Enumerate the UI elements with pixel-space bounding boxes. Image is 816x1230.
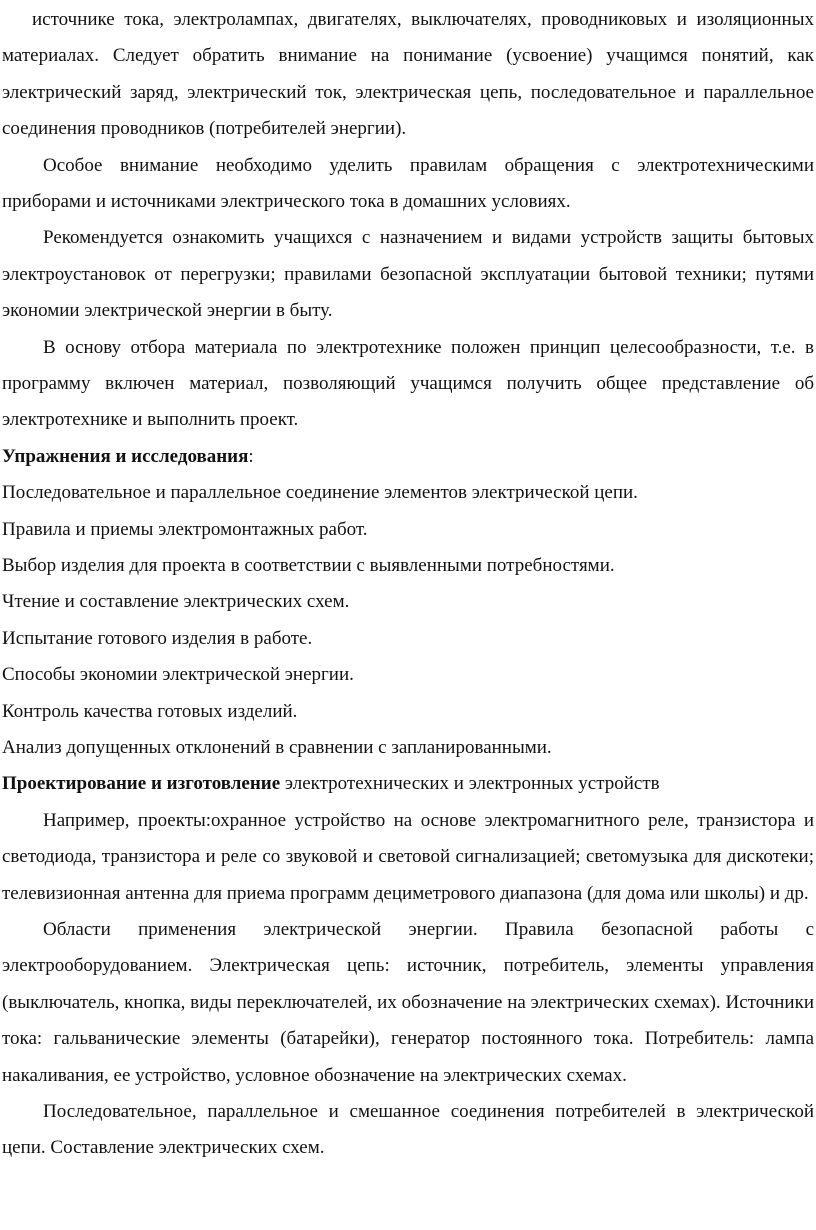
- exercises-heading: [2, 439, 814, 475]
- document-page: [2, 2, 814, 1167]
- paragraph-safety: Особое внимание необходимо уделить правилам обращения с электротехническими приборами и источниками электрического тока в домашних условиях.: [2, 154, 814, 213]
- exercise-item: Анализ допущенных отклонений в сравнении с запланированными.: [2, 737, 552, 758]
- exercise-item: Чтение и составление электрических схем.: [2, 591, 350, 613]
- exercise-item: Способы экономии электрической энергии.: [2, 664, 354, 686]
- paragraph-projects: Например, проекты:охранное устройство на основе электромагнитного реле, транзистора и светодиода, транзистора и реле со звуковой и световой сигнализацией; светомузыка для дискотеки; телевизионная антенна для приема программ дециметрового диапазона (для дома или школы) и др.: [2, 809, 814, 904]
- exercise-item: Контроль качества готовых изделий.: [2, 700, 298, 722]
- exercises-heading-title: Упражнения и исследования: [2, 445, 249, 467]
- exercises-heading-colon: :: [248, 445, 254, 467]
- exercise-item: Выбор изделия для проекта в соответствии с выявленными потребностями.: [2, 555, 615, 577]
- paragraph-selection: В основу отбора материала по электротехнике положен принцип целесообразности, т.е. в программу включен материал, позволяющий учащимся получить общее представление об электротехнике и выполнить проект.: [2, 336, 814, 431]
- design-heading: [2, 766, 814, 802]
- exercise-item: Последовательное и параллельное соединение элементов электрической цепи.: [2, 482, 638, 504]
- exercise-item: Правила и приемы электромонтажных работ.: [2, 518, 368, 540]
- paragraph-intro: источнике тока, электролампах, двигателях, выключателях, проводниковых и изоляционных материалах. Следует обратить внимание на понимание (усвоение) учащимся понятий, как электрический заряд, электрический ток, электрическая цепь, последовательное и параллельное соединения проводников (потребителей энергии).: [2, 9, 814, 140]
- paragraph-protection: Рекомендуется ознакомить учащихся с назначением и видами устройств защиты бытовых электроустановок от перегрузки; правилами безопасной эксплуатации бытовой техники; путями экономии электрической энергии в быту.: [2, 227, 814, 322]
- exercise-item: Испытание готового изделия в работе.: [2, 627, 313, 649]
- design-heading-rest: электротехнических и электронных устройств: [280, 773, 660, 795]
- paragraph-electric-circuit: Области применения электрической энергии. Правила безопасной работы с электрооборудованием. Электрическая цепь: источник, потребитель, элементы управления (выключатель, кнопка, виды переключателей, их обозначение на электрических схемах). Источники тока: гальванические элементы (батарейки), генератор постоянного тока. Потребитель: лампа накаливания, ее устройство, условное обозначение на электрических схемах.: [2, 919, 814, 1086]
- design-heading-title: Проектирование и изготовление: [2, 773, 281, 795]
- paragraph-connections: Последовательное, параллельное и смешанное соединения потребителей в электрической цепи. Составление электрических схем.: [2, 1101, 814, 1159]
